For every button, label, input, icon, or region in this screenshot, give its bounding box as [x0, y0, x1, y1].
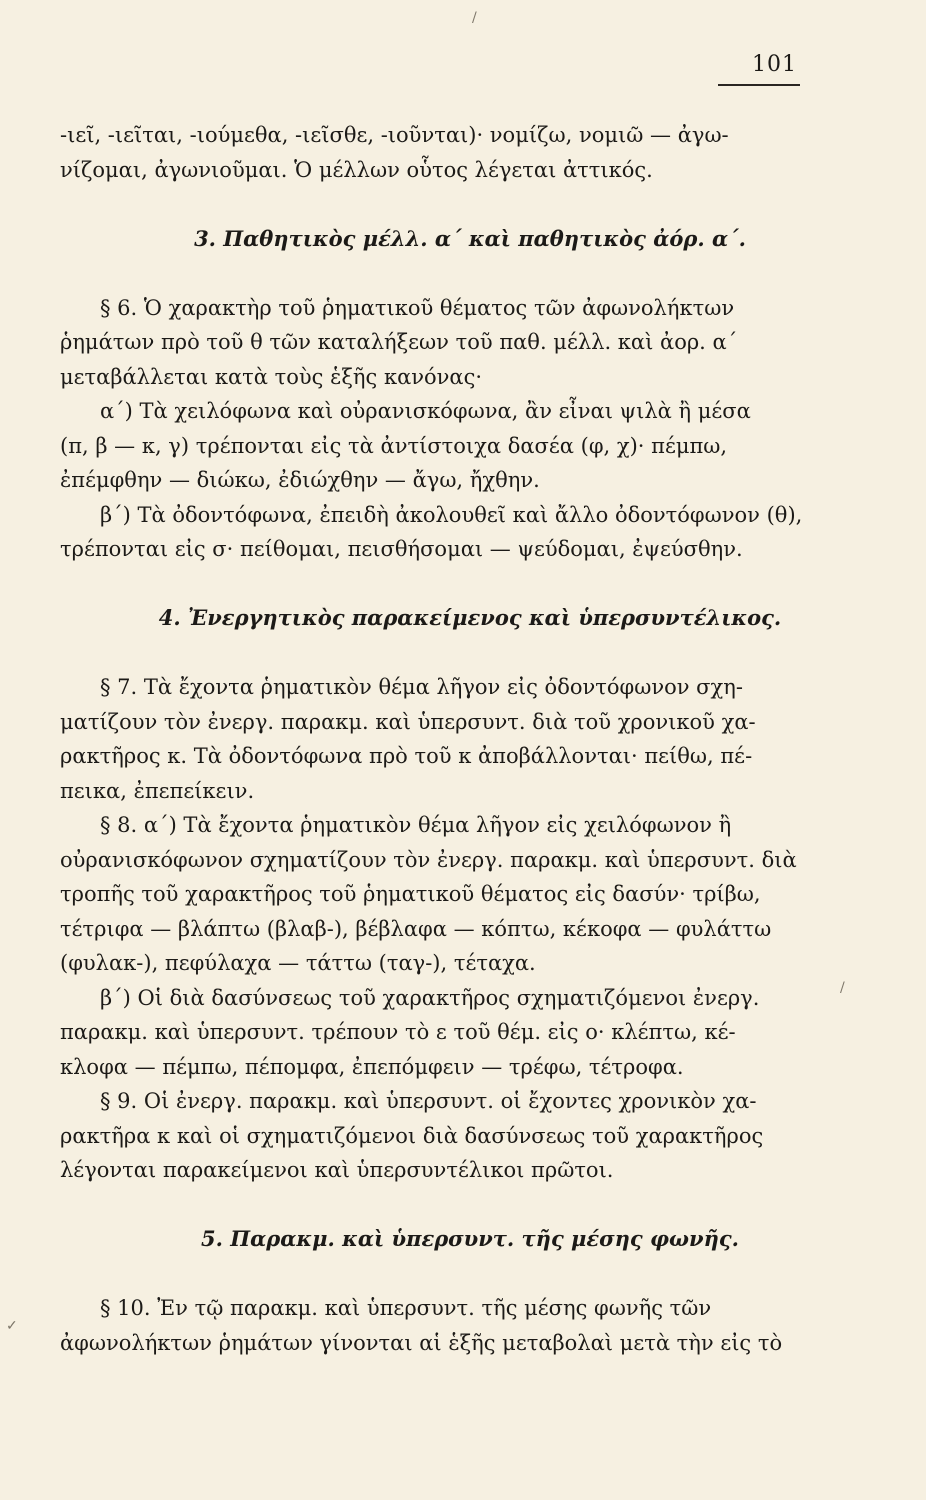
paragraph-start-line: § 10. Ἐν τῷ παρακμ. καὶ ὑπερσυντ. τῆς μέσης φωνῆς τῶν — [100, 1296, 712, 1320]
paragraph-start-line: § 9. Οἱ ἐνεργ. παρακμ. καὶ ὑπερσυντ. οἱ ἔχοντες χρονικὸν χα- — [100, 1089, 757, 1113]
text-line: ματίζουν τὸν ἐνεργ. παρακμ. καὶ ὑπερσυντ. διὰ τοῦ χρονικοῦ χα- — [60, 709, 756, 734]
header-rule — [718, 84, 800, 86]
blank-line — [60, 1257, 840, 1292]
paragraph-start-line: § 7. Τὰ ἔχοντα ῥηματικὸν θέμα λῆγον εἰς ὀδοντόφωνον σχη- — [100, 675, 743, 699]
section-heading: 3. Παθητικὸς μέλλ. α΄ καὶ παθητικὸς ἀόρ. α΄. — [194, 225, 746, 251]
text-line: -ιεῖ, -ιεῖται, -ιούμεθα, -ιεῖσθε, -ιοῦνται)· νομίζω, νομιῶ — ἀγω- — [60, 123, 729, 147]
section-heading: 5. Παρακμ. καὶ ὑπερσυντ. τῆς μέσης φωνῆς. — [201, 1226, 739, 1251]
section-heading: 4. Ἐνεργητικὸς παρακείμενος καὶ ὑπερσυντέλικος. — [158, 605, 782, 630]
text-line: (π, β — κ, γ) τρέπονται εἰς τὰ ἀντίστοιχα δασέα (φ, χ)· πέμπω, — [60, 433, 728, 458]
paragraph-start-line: § 8. α΄) Τὰ ἔχοντα ῥηματικὸν θέμα λῆγον εἰς χειλόφωνον ἢ — [100, 813, 732, 837]
text-line: (φυλακ-), πεφύλαχα — τάττω (ταγ-), τέταχα. — [60, 951, 536, 975]
pencil-mark: / — [840, 980, 845, 996]
paragraph-start-line: β΄) Οἱ διὰ δασύνσεως τοῦ χαρακτῆρος σχηματιζόμενοι ἐνεργ. — [100, 985, 760, 1010]
blank-line — [60, 636, 840, 671]
text-line: ἐπέμφθην — διώκω, ἐδιώχθην — ἄγω, ἤχθην. — [60, 468, 540, 492]
pencil-mark: ✓ — [6, 1318, 18, 1334]
pencil-mark: / — [472, 10, 477, 26]
text-line: τέτριφα — βλάπτω (βλαβ-), βέβλαφα — κόπτω, κέκοφα — φυλάττω — [60, 916, 772, 941]
paragraph-start-line: § 6. Ὁ χαρακτὴρ τοῦ ῥηματικοῦ θέματος τῶν ἀφωνολήκτων — [100, 295, 735, 320]
text-line: ρακτῆρα κ καὶ οἱ σχηματιζόμενοι διὰ δασύνσεως τοῦ χαρακτῆρος — [60, 1123, 764, 1148]
text-line: μεταβάλλεται κατὰ τοὺς ἑξῆς κανόνας· — [60, 364, 483, 389]
text-line: ἀφωνολήκτων ῥημάτων γίνονται αἱ ἑξῆς μεταβολαὶ μετὰ τὴν εἰς τὸ — [60, 1330, 783, 1355]
text-line: οὐρανισκόφωνον σχηματίζουν τὸν ἐνεργ. παρακμ. καὶ ὑπερσυντ. διὰ — [60, 847, 797, 872]
text-line: τροπῆς τοῦ χαρακτῆρος τοῦ ῥηματικοῦ θέματος εἰς δασύν· τρίβω, — [60, 882, 761, 906]
text-line: τρέπονται εἰς σ· πείθομαι, πεισθήσομαι — ψεύδομαι, ἐψεύσθην. — [60, 537, 743, 561]
paragraph-start-line: α΄) Τὰ χειλόφωνα καὶ οὐρανισκόφωνα, ἂν εἶναι ψιλὰ ἢ μέσα — [100, 399, 751, 423]
blank-line — [60, 187, 840, 222]
body-text — [60, 118, 840, 1360]
page-number: 101 — [752, 52, 797, 77]
blank-line — [60, 567, 840, 602]
blank-line — [60, 256, 840, 291]
blank-line — [60, 1188, 840, 1223]
text-line: ῥημάτων πρὸ τοῦ θ τῶν καταλήξεων τοῦ παθ. μέλλ. καὶ ἀορ. α΄ — [60, 330, 738, 354]
paragraph-start-line: β΄) Τὰ ὀδοντόφωνα, ἐπειδὴ ἀκολουθεῖ καὶ ἄλλο ὀδοντόφωνον (θ), — [100, 502, 803, 527]
text-line: πεικα, ἐπεπείκειν. — [60, 778, 255, 803]
text-line: παρακμ. καὶ ὑπερσυντ. τρέπουν τὸ ε τοῦ θέμ. εἰς ο· κλέπτω, κέ- — [60, 1020, 736, 1044]
text-line: ρακτῆρος κ. Τὰ ὀδοντόφωνα πρὸ τοῦ κ ἀποβάλλονται· πείθω, πέ- — [60, 744, 753, 768]
text-line: κλοφα — πέμπω, πέπομφα, ἐπεπόμφειν — τρέφω, τέτροφα. — [60, 1054, 684, 1079]
text-line: λέγονται παρακείμενοι καὶ ὑπερσυντέλικοι πρῶτοι. — [60, 1158, 614, 1182]
text-line: νίζομαι, ἀγωνιοῦμαι. Ὁ μέλλων οὗτος λέγεται ἀττικός. — [60, 157, 653, 182]
